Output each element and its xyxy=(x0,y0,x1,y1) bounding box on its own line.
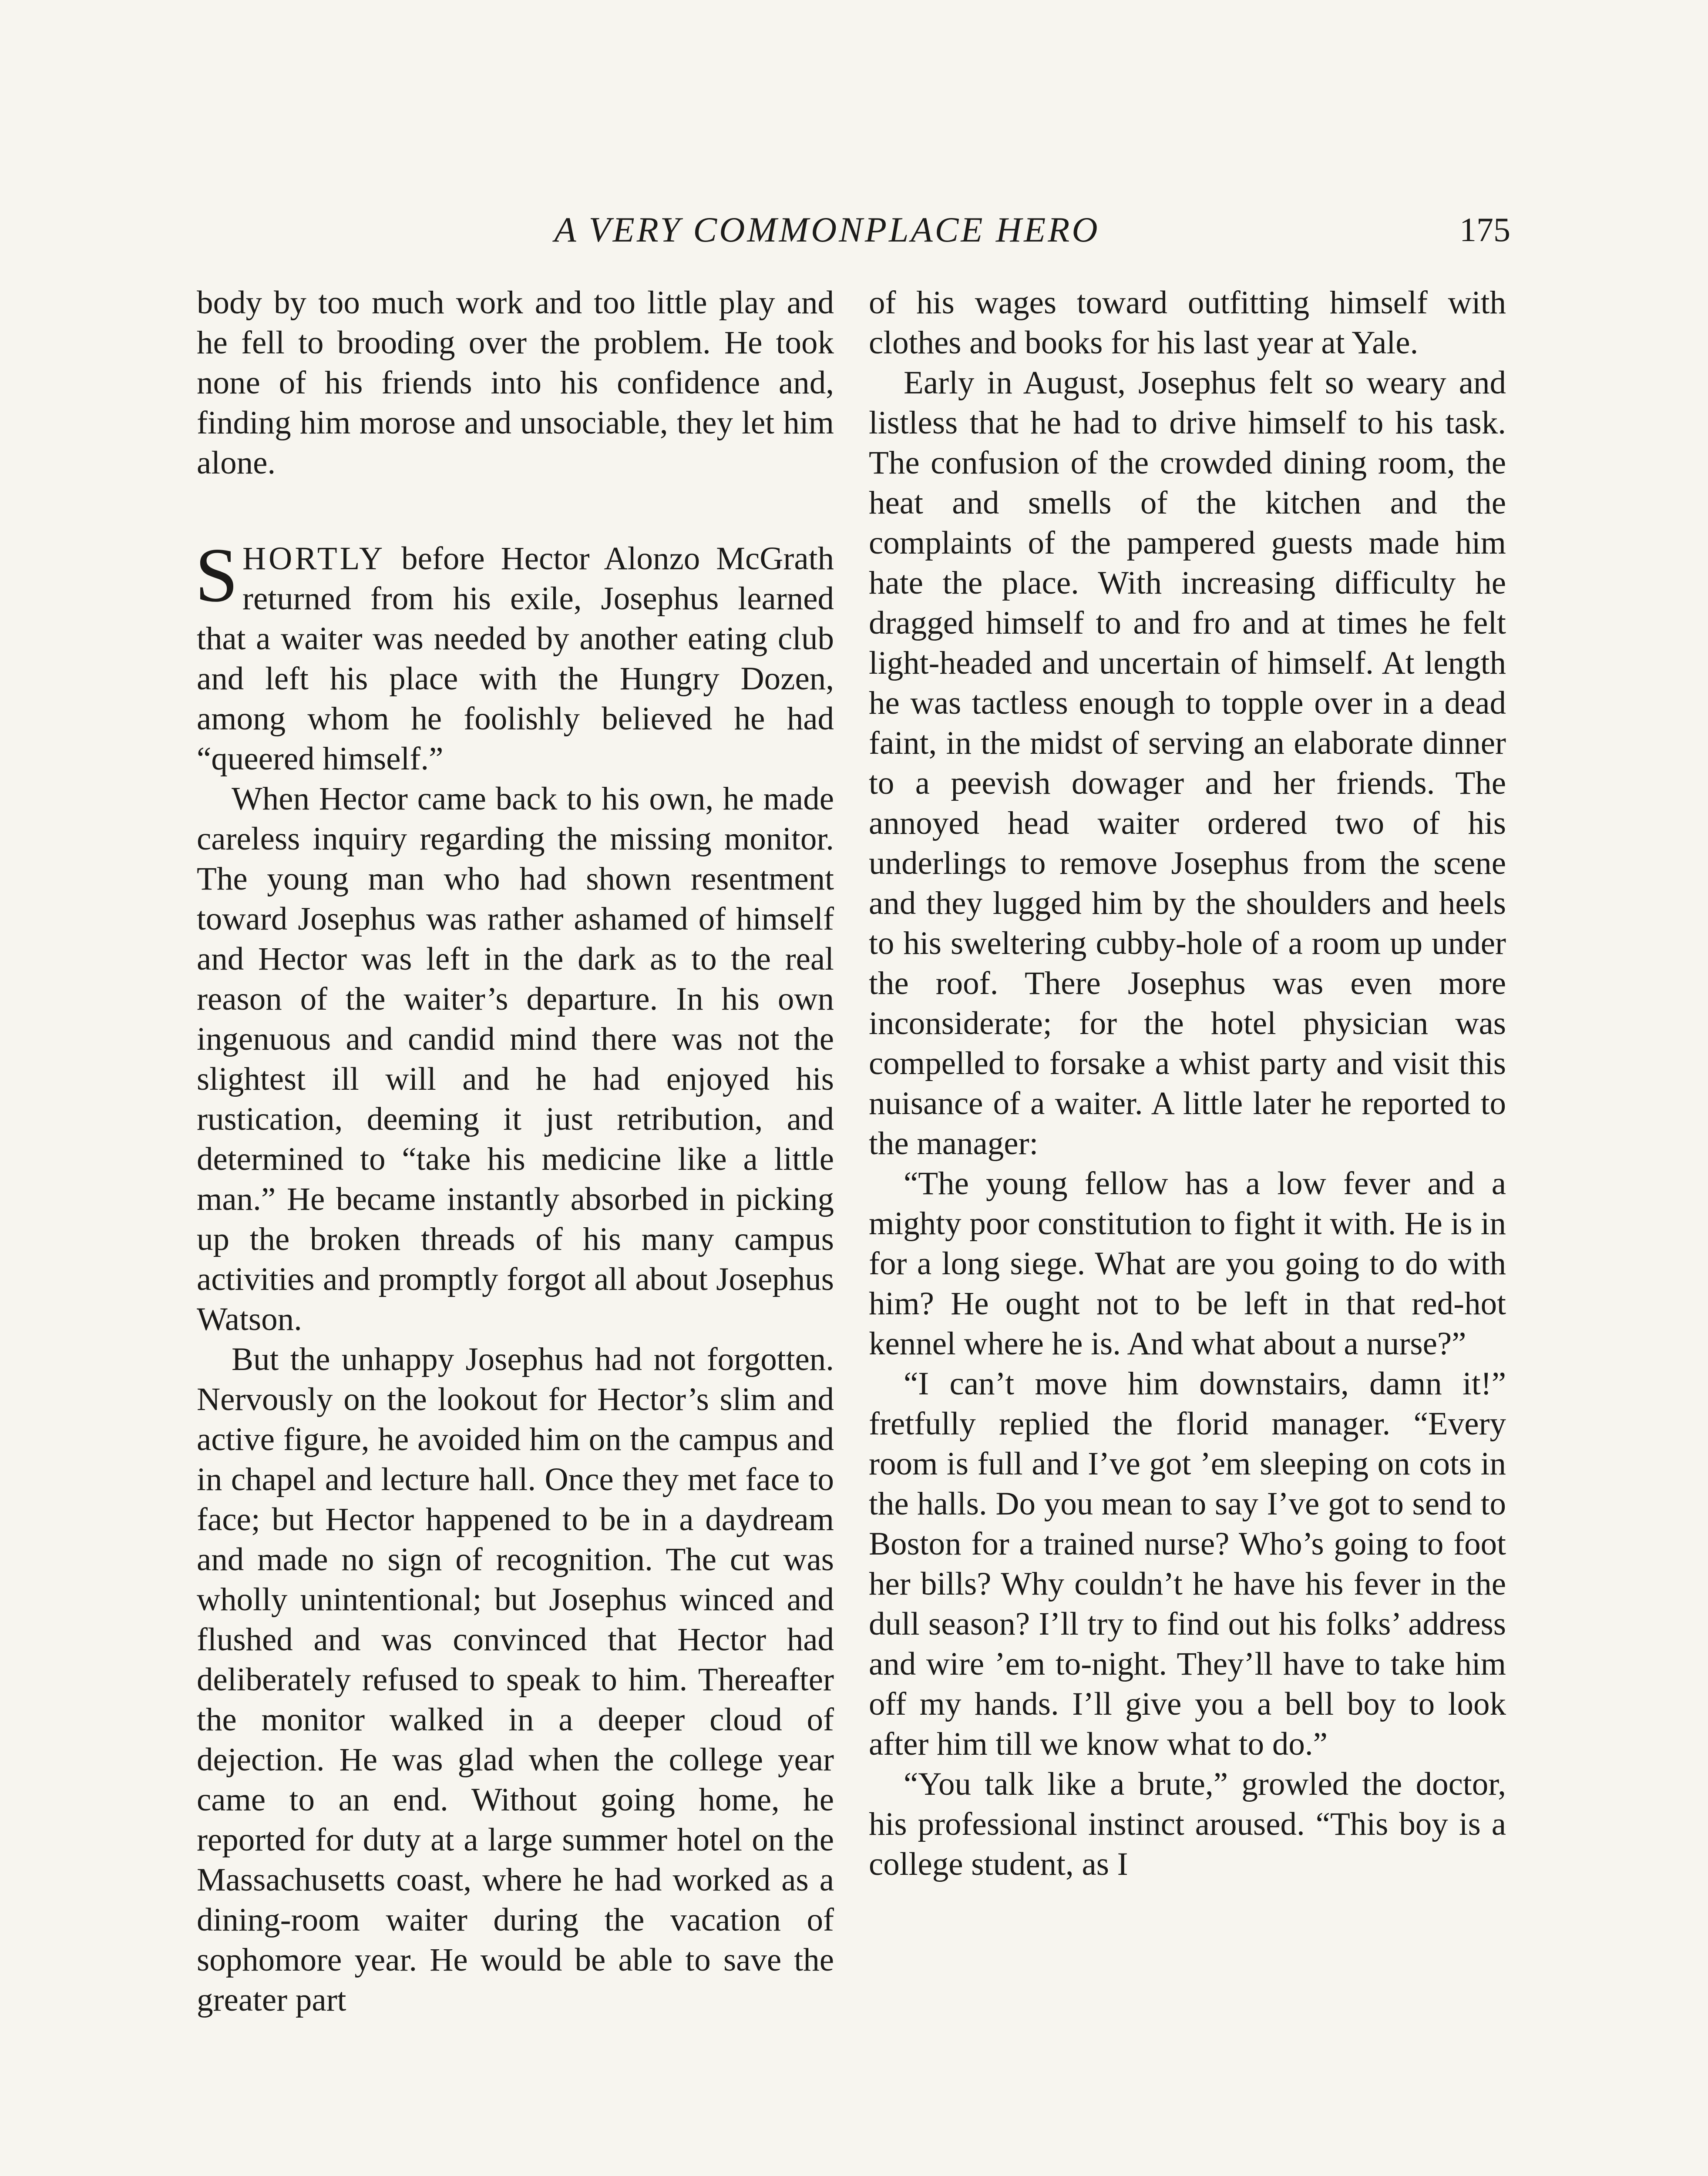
right-column xyxy=(869,283,1506,1884)
section-break xyxy=(197,483,834,539)
running-header xyxy=(200,204,1510,256)
section-opening-paragraph xyxy=(195,532,834,779)
paragraph: “The young fellow has a low fever and a mighty poor constitution to fight it with. He is in for a long siege. What are you going to do with him? He ought not to be left in that red-hot kennel where he is. And what about a nurse?” xyxy=(869,1165,1506,1362)
paragraph: “I can’t move him downstairs, damn it!” fretfully replied the florid manager. “Every room is full and I’ve got ’em sleeping on cots in the halls. Do you mean to say I’ve got to send to Boston for a trained nurse? Who’s going to foot her bills? Why couldn’t he have his fever in the dull season? I’ll try to find out his folks’ address and wire ’em to-night. They’ll have to take him off my hands. I’ll give you a bell boy to look after him till we know what to do.” xyxy=(869,1366,1506,1762)
small-caps-lead: HORTLY xyxy=(242,541,386,577)
left-column xyxy=(197,283,834,2020)
paragraph: “You talk like a brute,” growled the doctor, his professional instinct aroused. “This boy is a college student, as I xyxy=(869,1766,1506,1882)
running-title: A VERY COMMONPLACE HERO xyxy=(554,210,1100,249)
paragraph-text: before Hector Alonzo McGrath returned from his exile, Josephus learned that a waiter was needed by another eating club and left his place with the Hungry Dozen, among whom he foolishly believed he had “queered himself.” xyxy=(197,541,834,777)
paragraph: When Hector came back to his own, he made careless inquiry regarding the missing monitor. The young man who had shown resentment toward Josephus was rather ashamed of himself and Hector was left in the dark as to the real reason of the waiter’s departure. In his own ingenuous and candid mind there was not the slightest ill will and he had enjoyed his rustication, deeming it just retribution, and determined to “take his medicine like a little man.” He became instantly absorbed in picking up the broken threads of his many campus activities and promptly forgot all about Josephus Watson. xyxy=(197,781,834,1337)
paragraph: of his wages toward outfitting himself with clothes and books for his last year at Yale. xyxy=(869,285,1506,361)
page-number: 175 xyxy=(1459,211,1510,248)
paragraph: body by too much work and too little play and he fell to brooding over the problem. He took none of his friends into his confidence and, finding him morose and unsociable, they let him alone. xyxy=(197,285,834,481)
drop-cap: S xyxy=(195,532,238,618)
paragraph: Early in August, Josephus felt so weary and listless that he had to drive himself to his task. The confusion of the crowded dining room, the heat and smells of the kitchen and the complaints of the pampered guests made him hate the place. With increasing difficulty he dragged himself to and fro and at times he felt light-headed and uncertain of himself. At length he was tactless enough to topple over in a dead faint, in the midst of serving an elaborate dinner to a peevish dowager and her friends. The annoyed head waiter ordered two of his underlings to remove Josephus from the scene and they lugged him by the shoulders and heels to his sweltering cubby-hole of a room up under the roof. There Josephus was even more inconsiderate; for the hotel physician was compelled to forsake a whist party and visit this nuisance of a waiter. A little later he reported to the manager: xyxy=(869,365,1506,1162)
paragraph: But the unhappy Josephus had not forgotten. Nervously on the lookout for Hector’s slim and active figure, he avoided him on the campus and in chapel and lecture hall. Once they met face to face; but Hector happened to be in a daydream and made no sign of recognition. The cut was wholly unintentional; but Josephus winced and flushed and was convinced that Hector had deliberately refused to speak to him. Thereafter the monitor walked in a deeper cloud of dejection. He was glad when the college year came to an end. Without going home, he reported for duty at a large summer hotel on the Massachusetts coast, where he had worked as a dining-room waiter during the vacation of sophomore year. He would be able to save the greater part xyxy=(197,1341,834,2018)
